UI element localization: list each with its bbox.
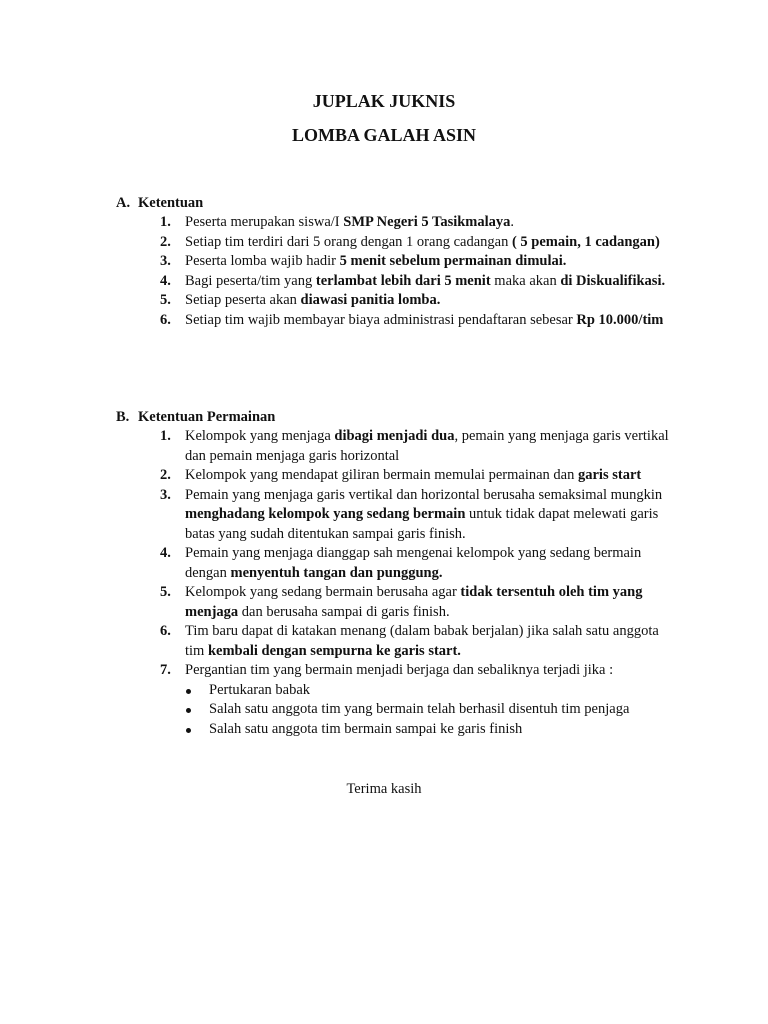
list-item: [0, 661, 768, 681]
list-item: [0, 272, 768, 292]
item-text: Kelompok yang menjaga: [185, 428, 335, 444]
section-a-heading: [116, 194, 203, 214]
section-a-letter: A.: [116, 195, 131, 211]
emphasis-text: diawasi panitia lomba.: [300, 292, 441, 308]
list-item-number: 2.: [160, 467, 171, 483]
section-b-body: [0, 427, 768, 739]
list-item: [0, 583, 768, 622]
section-b-title: Ketentuan Permainan: [138, 409, 276, 425]
item-text: Pemain yang menjaga dianggap sah mengenai kelompok yang sedang bermain dengan: [185, 545, 642, 581]
list-item: [0, 291, 768, 311]
emphasis-text: di Diskualifikasi.: [560, 272, 666, 289]
item-text: Kelompok yang mendapat giliran bermain memulai permainan dan: [185, 467, 578, 483]
section-b-heading: [116, 408, 275, 428]
closing-text: Terima kasih: [346, 781, 422, 797]
emphasis-text: Rp 10.000/tim: [576, 311, 664, 328]
item-text: Setiap peserta akan: [185, 292, 301, 308]
list-item: [0, 466, 768, 486]
bullet-icon: [186, 689, 191, 694]
item-text: untuk tidak dapat melewati garis batas yang sudah ditentukan sampai garis finish.: [185, 506, 659, 542]
list-item: [0, 544, 768, 583]
emphasis-text: menyentuh tangan dan punggung.: [230, 564, 443, 581]
item-text: Pemain yang menjaga garis vertikal dan horizontal berusaha semaksimal mungkin: [185, 486, 663, 503]
list-item: [0, 252, 768, 272]
list-item: [0, 427, 768, 466]
section-b-letter: B.: [116, 409, 130, 425]
item-text: Bagi peserta/tim yang: [185, 272, 316, 289]
emphasis-text: dibagi menjadi dua: [334, 428, 455, 444]
item-text: Setiap tim terdiri dari 5 orang dengan 1 orang cadangan: [185, 233, 512, 250]
list-item-number: 7.: [160, 662, 171, 678]
list-item-number: 5.: [160, 292, 171, 308]
emphasis-text: ( 5 pemain, 1 cadangan): [511, 233, 660, 250]
emphasis-text: tidak tersentuh oleh tim yang menjaga: [185, 584, 643, 620]
document-subtitle: LOMBA GALAH ASIN: [291, 125, 477, 145]
bullet-item: [0, 681, 768, 701]
item-text: Setiap tim wajib membayar biaya administrasi pendaftaran sebesar: [185, 311, 577, 328]
bullet-text: Salah satu anggota tim yang bermain telah berhasil disentuh tim penjaga: [209, 701, 630, 717]
item-text: maka akan: [490, 272, 561, 289]
item-text: , pemain yang menjaga garis vertikal dan pemain menjaga garis horizontal: [185, 428, 669, 464]
bullet-text: Pertukaran babak: [209, 681, 311, 698]
section-a-title: Ketentuan: [138, 195, 204, 211]
emphasis-text: terlambat lebih dari 5 menit: [315, 272, 491, 289]
emphasis-text: SMP Negeri 5 Tasikmalaya: [343, 214, 511, 230]
bullet-text: Salah satu anggota tim bermain sampai ke garis finish: [209, 720, 523, 737]
list-item: [0, 233, 768, 253]
item-text: .: [510, 214, 515, 230]
list-item-number: 1.: [160, 428, 171, 444]
bullet-icon: [186, 728, 191, 733]
list-item-number: 3.: [160, 253, 171, 269]
item-text: dan berusaha sampai di garis finish.: [238, 603, 450, 620]
section-b-bullets: [0, 681, 768, 740]
bullet-icon: [186, 708, 191, 713]
list-item-number: 1.: [160, 214, 171, 230]
list-item-number: 6.: [160, 623, 171, 639]
document-title: JUPLAK JUKNIS: [312, 91, 456, 111]
bullet-item: [0, 720, 768, 740]
list-item-number: 2.: [160, 233, 171, 250]
list-item-number: 3.: [160, 486, 171, 503]
list-item-number: 6.: [160, 311, 171, 328]
list-item: [0, 213, 768, 233]
section-b-list: [0, 427, 768, 681]
list-item: [0, 486, 768, 545]
list-item: [0, 311, 768, 331]
emphasis-text: 5 menit sebelum permainan dimulai.: [339, 253, 567, 269]
list-item-number: 4.: [160, 272, 171, 289]
section-a-list: [0, 213, 768, 330]
list-item: [0, 622, 768, 661]
item-text: Pergantian tim yang bermain menjadi berjaga dan sebaliknya terjadi jika :: [185, 662, 614, 678]
list-item-number: 5.: [160, 584, 171, 600]
emphasis-text: kembali dengan sempurna ke garis start.: [207, 642, 461, 659]
item-text: Peserta merupakan siswa/I: [185, 214, 344, 230]
emphasis-text: garis start: [578, 467, 642, 483]
list-item-number: 4.: [160, 545, 171, 561]
item-text: Tim baru dapat di katakan menang (dalam babak berjalan) jika salah satu anggota tim: [185, 623, 659, 659]
item-text: Kelompok yang sedang bermain berusaha agar: [185, 584, 461, 600]
emphasis-text: menghadang kelompok yang sedang bermain: [185, 506, 466, 522]
bullet-item: [0, 700, 768, 720]
item-text: Peserta lomba wajib hadir: [185, 253, 340, 269]
